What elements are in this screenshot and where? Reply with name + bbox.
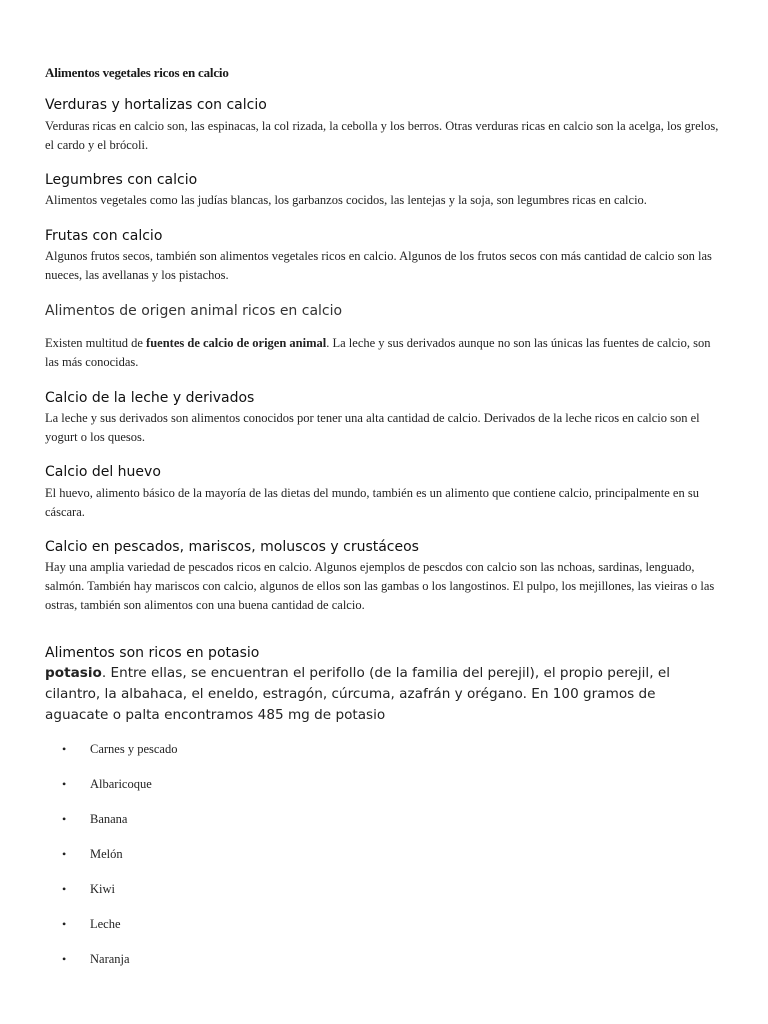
paragraph-huevo: El huevo, alimento básico de la mayoría de las dietas del mundo, también es un alimento que contiene calcio, principalmente en su cáscara. xyxy=(45,486,699,519)
list-item-label: Carnes y pescado xyxy=(90,742,178,756)
heading-origen-animal: Alimentos de origen animal ricos en calcio xyxy=(45,303,343,319)
bullet-icon: • xyxy=(62,777,67,791)
list-item-label: Melón xyxy=(90,847,123,861)
heading-pescados: Calcio en pescados, mariscos, moluscos y crustáceos xyxy=(45,539,419,555)
list-item-label: Naranja xyxy=(90,952,130,966)
paragraph-leche: La leche y sus derivados son alimentos conocidos por tener una alta cantidad de calcio. Derivados de la leche ricos en calcio son el yogurt o los quesos. xyxy=(45,411,700,444)
bullet-icon: • xyxy=(62,882,67,896)
list-item-label: Banana xyxy=(90,812,128,826)
heading-verduras: Verduras y hortalizas con calcio xyxy=(45,97,267,113)
list-item xyxy=(62,775,177,810)
paragraph-pescados: Hay una amplia variedad de pescados ricos en calcio. Algunos ejemplos de pescdos con calcio son las nchoas, sardinas, lenguado, salmón. También hay mariscos con calcio, algunos de ellos son las gambas o los langostinos. El pulpo, los mejillones, las vieiras o las ostras, también son alimentos con una buena cantidad de calcio. xyxy=(45,560,715,612)
heading-huevo: Calcio del huevo xyxy=(45,464,161,480)
paragraph-potasio xyxy=(45,663,705,726)
paragraph-origen-animal-text-end: . La leche y sus derivados aunque no son las únicas las fuentes de calcio, son las más conocidas. xyxy=(45,336,711,369)
heading-potasio: Alimentos son ricos en potasio xyxy=(45,645,260,661)
paragraph-potasio-text: . Entre ellas, se encuentran el perifollo (de la familia del perejil), el propio perejil, el cilantro, la albahaca, el eneldo, estragón, cúrcuma, azafrán y orégano. En 100 gramos de aguacate o palta encontramos 485 mg de potasio xyxy=(45,665,670,723)
paragraph-origen-animal xyxy=(45,334,725,372)
bullet-icon: • xyxy=(62,917,67,931)
list-item xyxy=(62,915,177,950)
bullet-icon: • xyxy=(62,742,67,756)
list-item xyxy=(62,880,177,915)
bullet-icon: • xyxy=(62,812,67,826)
list-item xyxy=(62,845,177,880)
bullet-icon: • xyxy=(62,847,67,861)
paragraph-potasio-bold: potasio xyxy=(45,665,102,681)
paragraph-legumbres: Alimentos vegetales como las judías blancas, los garbanzos cocidos, las lentejas y la soja, son legumbres ricas en calcio. xyxy=(45,193,647,207)
list-item xyxy=(62,810,177,845)
list-item-label: Leche xyxy=(90,917,121,931)
heading-frutas: Frutas con calcio xyxy=(45,228,163,244)
bullet-icon: • xyxy=(62,952,67,966)
heading-legumbres: Legumbres con calcio xyxy=(45,172,198,188)
heading-leche: Calcio de la leche y derivados xyxy=(45,390,255,406)
document-title: Alimentos vegetales ricos en calcio xyxy=(45,65,229,80)
food-list xyxy=(62,740,177,985)
list-item xyxy=(62,740,177,775)
list-item xyxy=(62,950,177,985)
list-item-label: Kiwi xyxy=(90,882,115,896)
paragraph-frutas: Algunos frutos secos, también son alimentos vegetales ricos en calcio. Algunos de los frutos secos con más cantidad de calcio son las nueces, las avellanas y los pistachos. xyxy=(45,249,712,282)
paragraph-verduras: Verduras ricas en calcio son, las espinacas, la col rizada, la cebolla y los berros. Otras verduras ricas en calcio son la acelga, los grelos, el cardo y el brócoli. xyxy=(45,119,719,152)
list-item-label: Albaricoque xyxy=(90,777,152,791)
paragraph-origen-animal-bold: fuentes de calcio de origen animal xyxy=(146,336,327,350)
paragraph-origen-animal-text-start: Existen multitud de xyxy=(45,336,147,350)
